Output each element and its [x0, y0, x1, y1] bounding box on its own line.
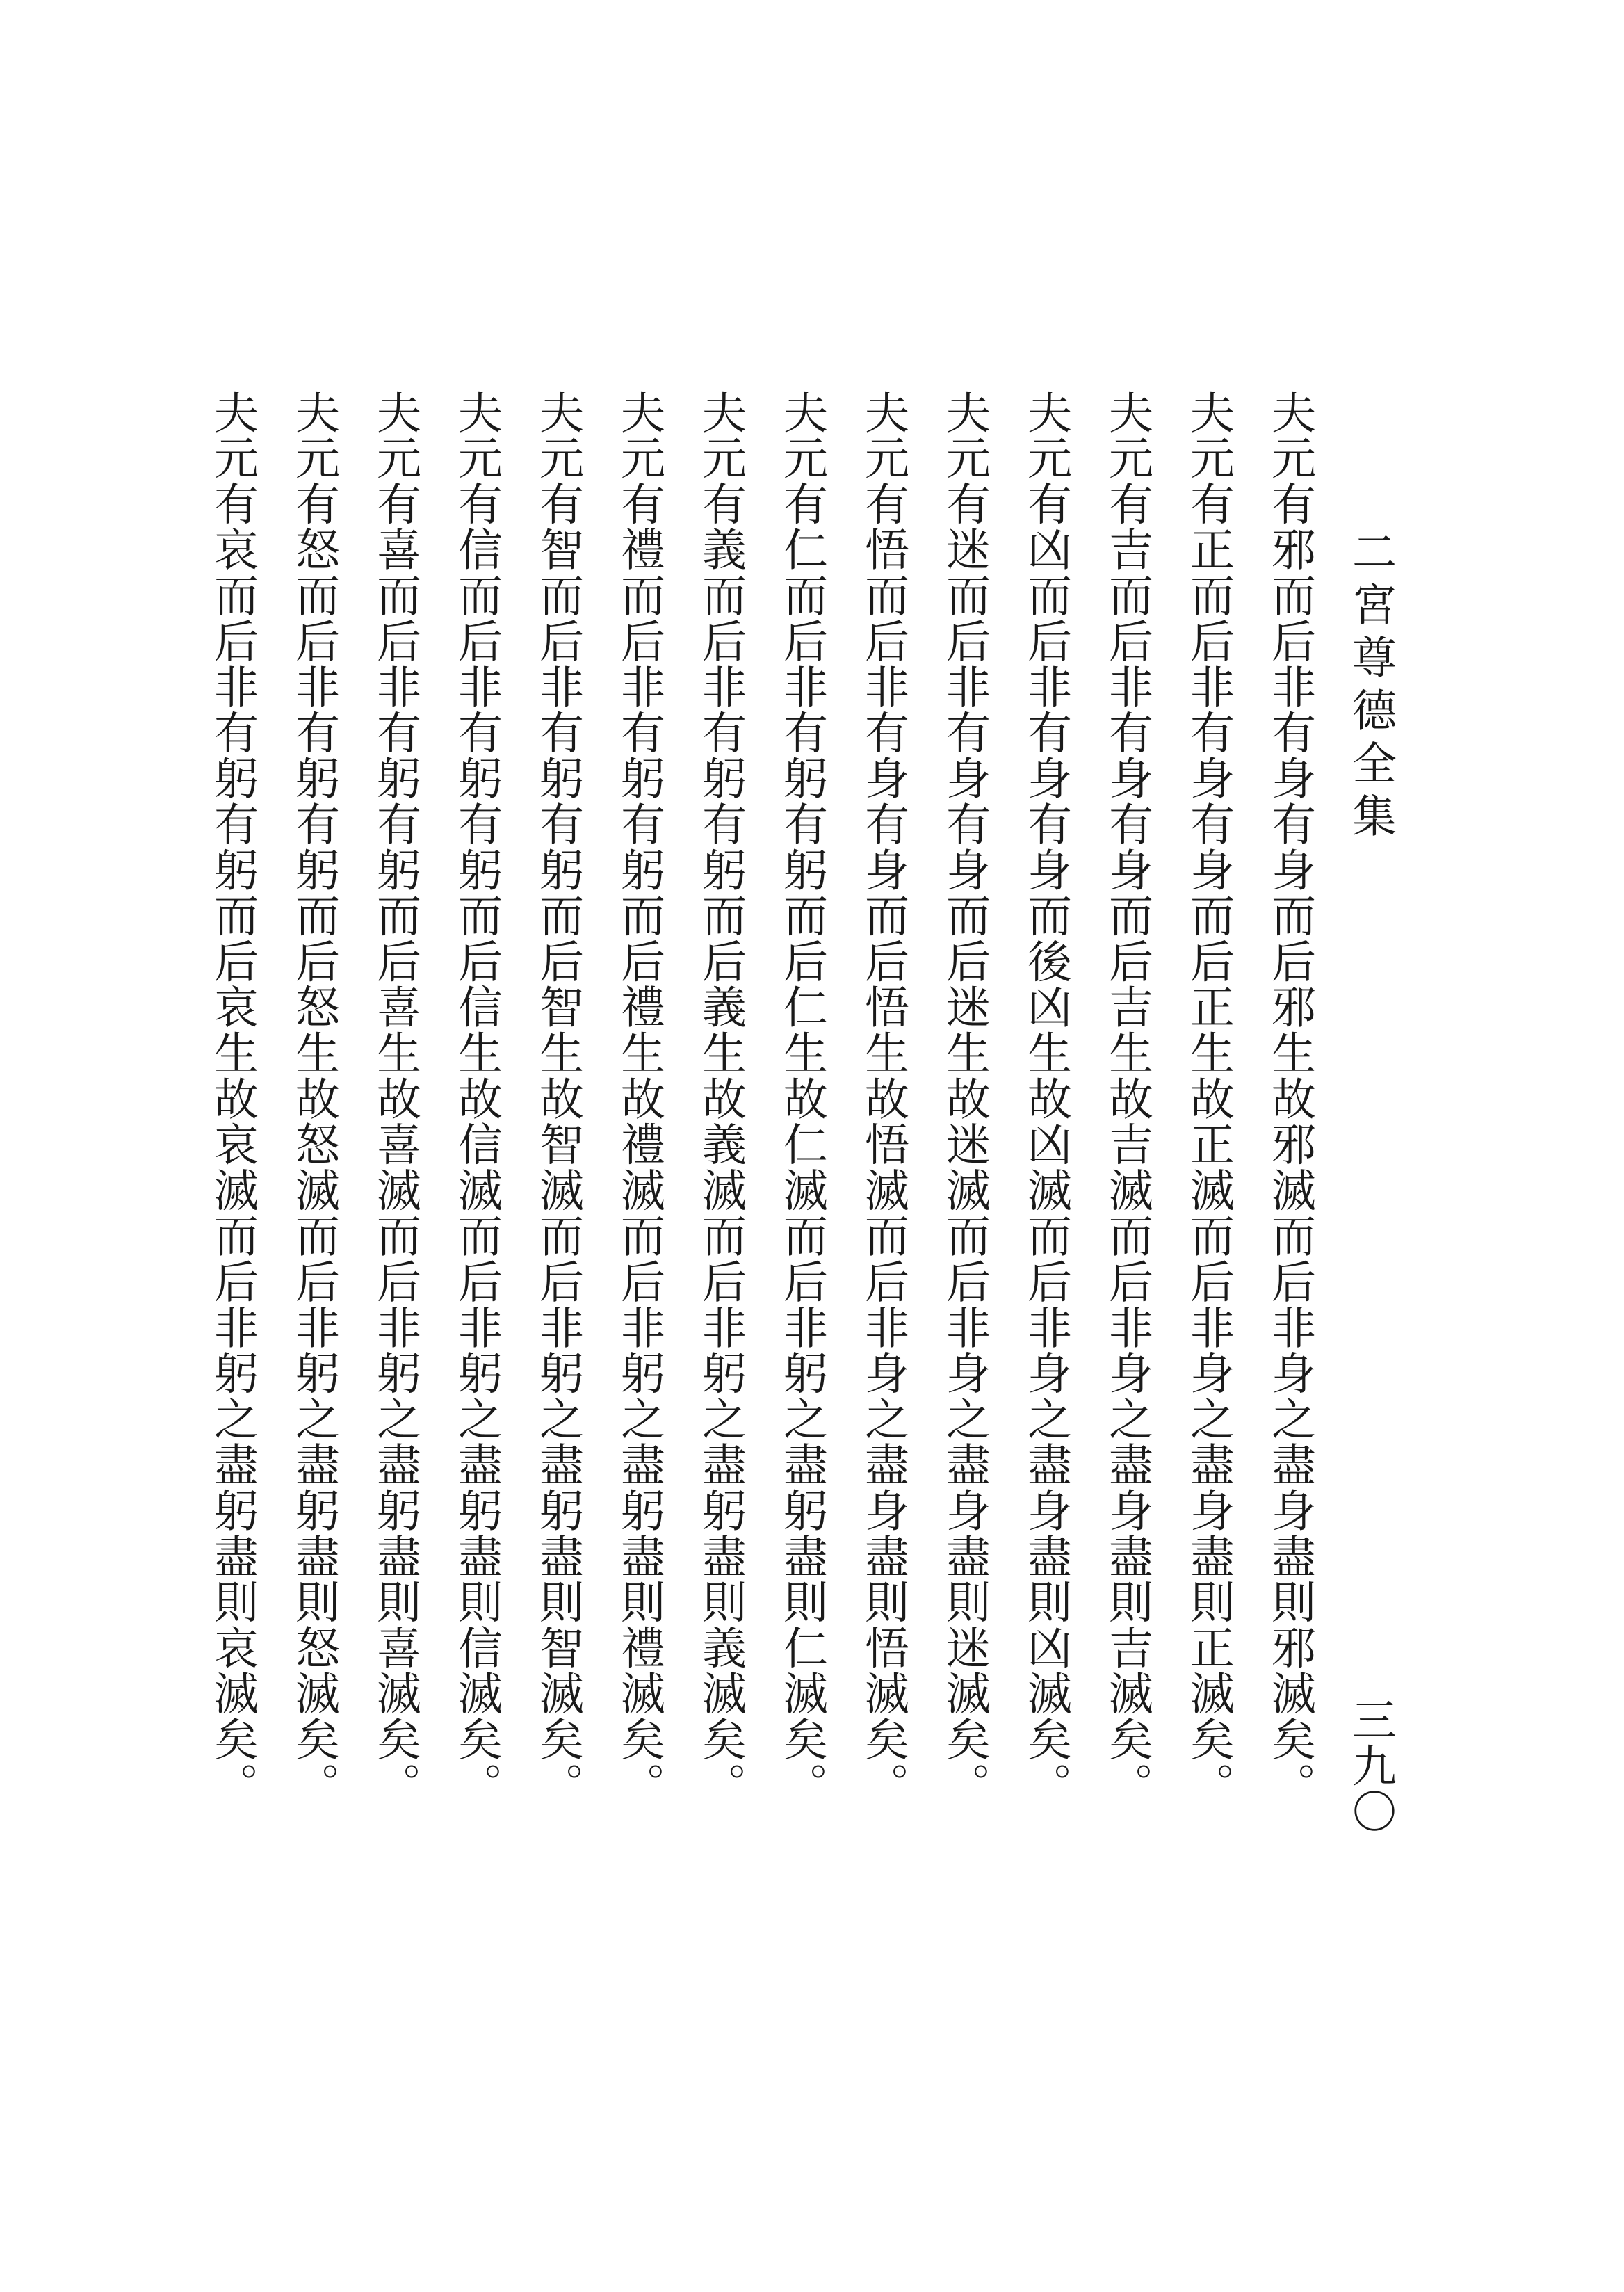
text-column: 夫元有吉而后非有身有身而后吉生故吉滅而后非身之盡身盡則吉滅矣。 [1101, 389, 1153, 1808]
text-column: 夫元有怒而后非有躬有躬而后怒生故怒滅而后非躬之盡躬盡則怒滅矣。 [288, 389, 339, 1808]
text-column: 夫元有喜而后非有躬有躬而后喜生故喜滅而后非躬之盡躬盡則喜滅矣。 [369, 389, 421, 1808]
text-column: 夫元有凶而后非有身有身而後凶生故凶滅而后非身之盡身盡則凶滅矣。 [1020, 389, 1071, 1808]
text-column: 夫元有迷而后非有身有身而后迷生故迷滅而后非身之盡身盡則迷滅矣。 [939, 389, 990, 1808]
text-column: 夫元有悟而后非有身有身而后悟生故悟滅而后非身之盡身盡則悟滅矣。 [857, 389, 909, 1808]
text-column: 夫元有信而后非有躬有躬而后信生故信滅而后非躬之盡躬盡則信滅矣。 [450, 389, 502, 1808]
text-column: 夫元有哀而后非有躬有躬而后哀生故哀滅而后非躬之盡躬盡則哀滅矣。 [206, 389, 258, 1808]
text-column: 夫元有仁而后非有躬有躬而后仁生故仁滅而后非躬之盡躬盡則仁滅矣。 [776, 389, 827, 1808]
text-column: 夫元有邪而后非有身有身而后邪生故邪滅而后非身之盡身盡則邪滅矣。 [1264, 389, 1315, 1808]
text-column: 夫元有禮而后非有躬有躬而后禮生故禮滅而后非躬之盡躬盡則禮滅矣。 [613, 389, 665, 1808]
page-number: 三九〇 [1345, 1697, 1396, 1834]
text-column: 夫元有智而后非有躬有躬而后智生故智滅而后非躬之盡躬盡則智滅矣。 [532, 389, 583, 1808]
text-column: 夫元有正而后非有身有身而后正生故正滅而后非身之盡身盡則正滅矣。 [1183, 389, 1234, 1808]
text-column: 夫元有義而后非有躬有躬而后義生故義滅而后非躬之盡躬盡則義滅矣。 [695, 389, 746, 1808]
running-title: 二宮尊德全集 [1345, 528, 1396, 846]
